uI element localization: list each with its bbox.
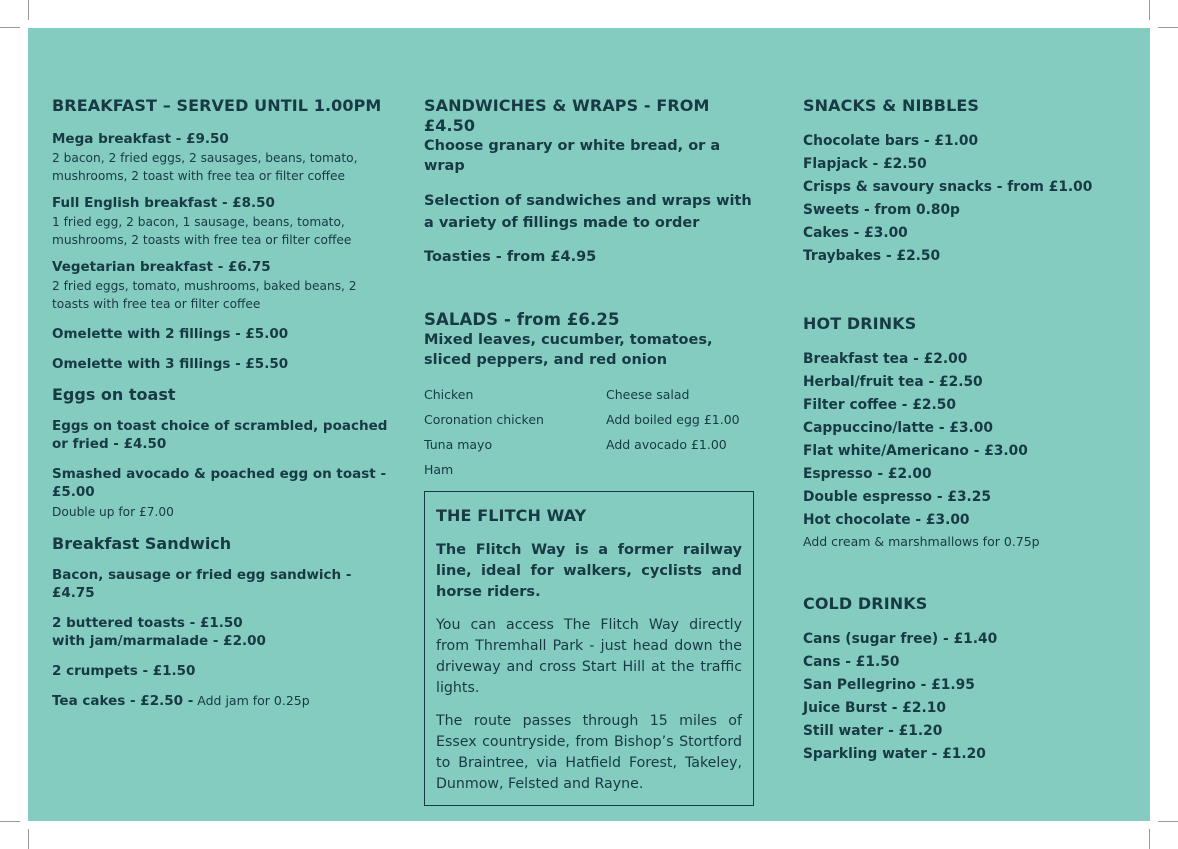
menu-item: Mega breakfast - £9.50: [52, 131, 229, 147]
snacks-list: [803, 130, 1103, 268]
hot-drinks-note: Add cream & marshmallows for 0.75p: [803, 534, 1040, 549]
flitch-way-access: You can access The Flitch Way directly from Thremhall Park - just head down the driveway and cross Start Hill at the traffic lights.: [436, 617, 742, 696]
list-item: Cappuccino/latte - £3.00: [803, 420, 993, 436]
sandwiches-subtitle: Choose granary or white bread, or a wrap: [424, 138, 721, 174]
sandwiches-title: SANDWICHES & WRAPS - FROM £4.50: [424, 96, 710, 135]
snacks-title: SNACKS & NIBBLES: [803, 96, 980, 115]
crop-mark: [1158, 27, 1178, 28]
hot-drinks-title: HOT DRINKS: [803, 314, 917, 333]
crop-mark: [0, 821, 20, 822]
menu-item: 2 buttered toasts - £1.50: [52, 614, 243, 631]
list-item: Flat white/Americano - £3.00: [803, 443, 1028, 459]
crop-mark: [1149, 0, 1150, 20]
hot-drinks-list: [803, 348, 1103, 552]
breakfast-title: BREAKFAST – SERVED UNTIL 1.00PM: [52, 96, 382, 115]
crop-mark: [1149, 829, 1150, 849]
list-item: Traybakes - £2.50: [803, 248, 941, 264]
list-item: Flapjack - £2.50: [803, 156, 927, 172]
salad-option: Tuna mayo: [424, 437, 493, 452]
salad-option: Coronation chicken: [424, 412, 544, 427]
menu-item: Omelette with 2 fillings - £5.00: [52, 326, 289, 342]
breakfast-column: [52, 96, 392, 710]
salad-option: Add boiled egg £1.00: [606, 412, 740, 427]
menu-item: Full English breakfast - £8.50: [52, 195, 275, 211]
flitch-way-title: THE FLITCH WAY: [436, 506, 587, 525]
list-item: Hot chocolate - £3.00: [803, 512, 970, 528]
crop-mark: [28, 829, 29, 849]
crop-mark: [28, 0, 29, 20]
menu-item: Omelette with 3 fillings - £5.50: [52, 356, 289, 372]
eggs-title: Eggs on toast: [52, 385, 176, 404]
list-item: Filter coffee - £2.50: [803, 397, 956, 413]
item-description: 1 fried egg, 2 bacon, 1 sausage, beans, tomato, mushrooms, 2 toasts with free tea or filter coffee: [52, 215, 352, 247]
drinks-column: [803, 96, 1103, 766]
toasties-item: Toasties - from £4.95: [424, 249, 597, 265]
list-item: Juice Burst - £2.10: [803, 700, 946, 716]
teacakes-label: Tea cakes - £2.50 -: [52, 692, 194, 709]
list-item: Herbal/fruit tea - £2.50: [803, 374, 983, 390]
menu-panel: [28, 28, 1150, 821]
list-item: Crisps & savoury snacks - from £1.00: [803, 179, 1093, 195]
menu-item: Eggs on toast choice of scrambled, poached or fried - £4.50: [52, 418, 388, 452]
salad-option: Chicken: [424, 387, 474, 402]
list-item: Breakfast tea - £2.00: [803, 351, 968, 367]
salad-options: [424, 386, 754, 479]
salad-option: Ham: [424, 462, 454, 477]
item-description: Double up for £7.00: [52, 505, 174, 519]
list-item: Double espresso - £3.25: [803, 489, 992, 505]
sandwiches-column: [424, 96, 754, 806]
menu-item: [52, 692, 392, 710]
crop-mark: [0, 27, 20, 28]
menu-item: Smashed avocado & poached egg on toast - £5.00: [52, 466, 387, 500]
teacakes-note: Add jam for 0.25p: [193, 692, 310, 708]
cold-drinks-title: COLD DRINKS: [803, 594, 928, 613]
salads-title: SALADS - from £6.25: [424, 310, 620, 329]
list-item: San Pellegrino - £1.95: [803, 677, 975, 693]
crop-mark: [1158, 821, 1178, 822]
item-description: 2 bacon, 2 fried eggs, 2 sausages, beans, tomato, mushrooms, 2 toast with free tea or filter coffee: [52, 151, 358, 183]
salad-option: Cheese salad: [606, 387, 690, 402]
flitch-way-route: The route passes through 15 miles of Essex countryside, from Bishop’s Stortford to Braintree, via Hatfield Forest, Takeley, Dunmow, Felsted and Rayne.: [436, 713, 742, 792]
salad-option: Add avocado £1.00: [606, 437, 727, 452]
list-item: Sweets - from 0.80p: [803, 202, 960, 218]
cold-drinks-list: [803, 628, 1103, 766]
menu-item: 2 crumpets - £1.50: [52, 662, 196, 679]
salads-subtitle: Mixed leaves, cucumber, tomatoes, sliced peppers, and red onion: [424, 332, 713, 368]
list-item: Cakes - £3.00: [803, 225, 908, 241]
menu-item: with jam/marmalade - £2.00: [52, 632, 266, 649]
sandwich-title: Breakfast Sandwich: [52, 533, 232, 553]
list-item: Chocolate bars - £1.00: [803, 133, 979, 149]
flitch-way-box: [424, 491, 754, 806]
list-item: Espresso - £2.00: [803, 466, 932, 482]
list-item: Still water - £1.20: [803, 723, 943, 739]
flitch-way-intro: The Flitch Way is a former railway line, ideal for walkers, cyclists and horse riders.: [436, 542, 742, 600]
list-item: Cans (sugar free) - £1.40: [803, 631, 998, 647]
item-description: 2 fried eggs, tomato, mushrooms, baked beans, 2 toasts with free tea or filter coffee: [52, 279, 357, 311]
list-item: Sparkling water - £1.20: [803, 746, 986, 762]
menu-item: Vegetarian breakfast - £6.75: [52, 259, 271, 275]
list-item: Cans - £1.50: [803, 654, 900, 670]
sandwiches-selection: Selection of sandwiches and wraps with a variety of fillings made to order: [424, 193, 752, 231]
menu-item: Bacon, sausage or fried egg sandwich - £4.75: [52, 566, 352, 601]
